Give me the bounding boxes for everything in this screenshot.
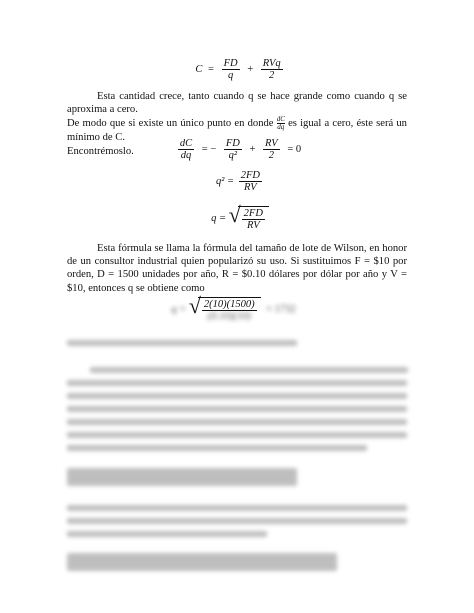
blurred-formula — [67, 553, 337, 571]
inline-derivative: $\frac{dC}{dq}$ — [276, 115, 285, 132]
blurred-line — [67, 432, 407, 438]
paragraph-1-line-1: Esta cantidad crece, tanto cuando q se hace grande como cuando q se aproxima a cero. — [67, 91, 407, 116]
square-root: √ $\frac{2FD}{RV}$ — [229, 206, 269, 231]
blurred-line — [67, 393, 407, 399]
cost-term-1: $\frac{FD}{q}$ — [223, 58, 238, 81]
blurred-line — [67, 505, 407, 511]
blurred-line — [67, 445, 367, 451]
blurred-line — [67, 419, 407, 425]
blurred-line — [67, 406, 407, 412]
q-formula: q = √ $\frac{2FD}{RV}$ — [190, 206, 290, 231]
derivative-formula: $\frac{dC}{dq}$ = − $\frac{FD}{\text{q²}}$ + $\frac{RV}{2}$ = 0 — [179, 138, 302, 161]
blurred-line — [67, 531, 267, 537]
blurred-line — [90, 367, 408, 373]
cost-term-2: $\frac{\text{RVq}}{2}$ — [262, 58, 281, 81]
blurred-line — [67, 380, 407, 386]
blurred-formula — [67, 468, 297, 486]
q-squared-formula: q² = $\frac{2FD}{RV}$ — [216, 170, 260, 193]
paragraph-2: Esta fórmula se llama la fórmula del tamaño de lote de Wilson, en honor de un consultor industrial quien popularizó su uso. Si sustituimos F = $10 por orden, D = 1500 unidades por año, R = $0.10 dólares por dólar por año y V = $10, entonces q se obtiene como — [67, 243, 407, 294]
cost-formula: C = $\frac{FD}{q}$ + $\frac{\text{RVq}}{2}$ — [195, 58, 281, 81]
blurred-line — [67, 340, 297, 346]
paragraph-1-line-3: Encontrémoslo. — [67, 145, 134, 157]
numeric-formula: q = √ $\frac{2(10)(1500)}{(0.10)(10)}$ = 1732 — [171, 293, 296, 322]
paragraph-1-line-2: De modo que si existe un único punto en donde $\frac{dC}{dq}$ es igual a cero, éste será un mínimo de C. — [67, 115, 407, 144]
blurred-line — [67, 518, 407, 524]
